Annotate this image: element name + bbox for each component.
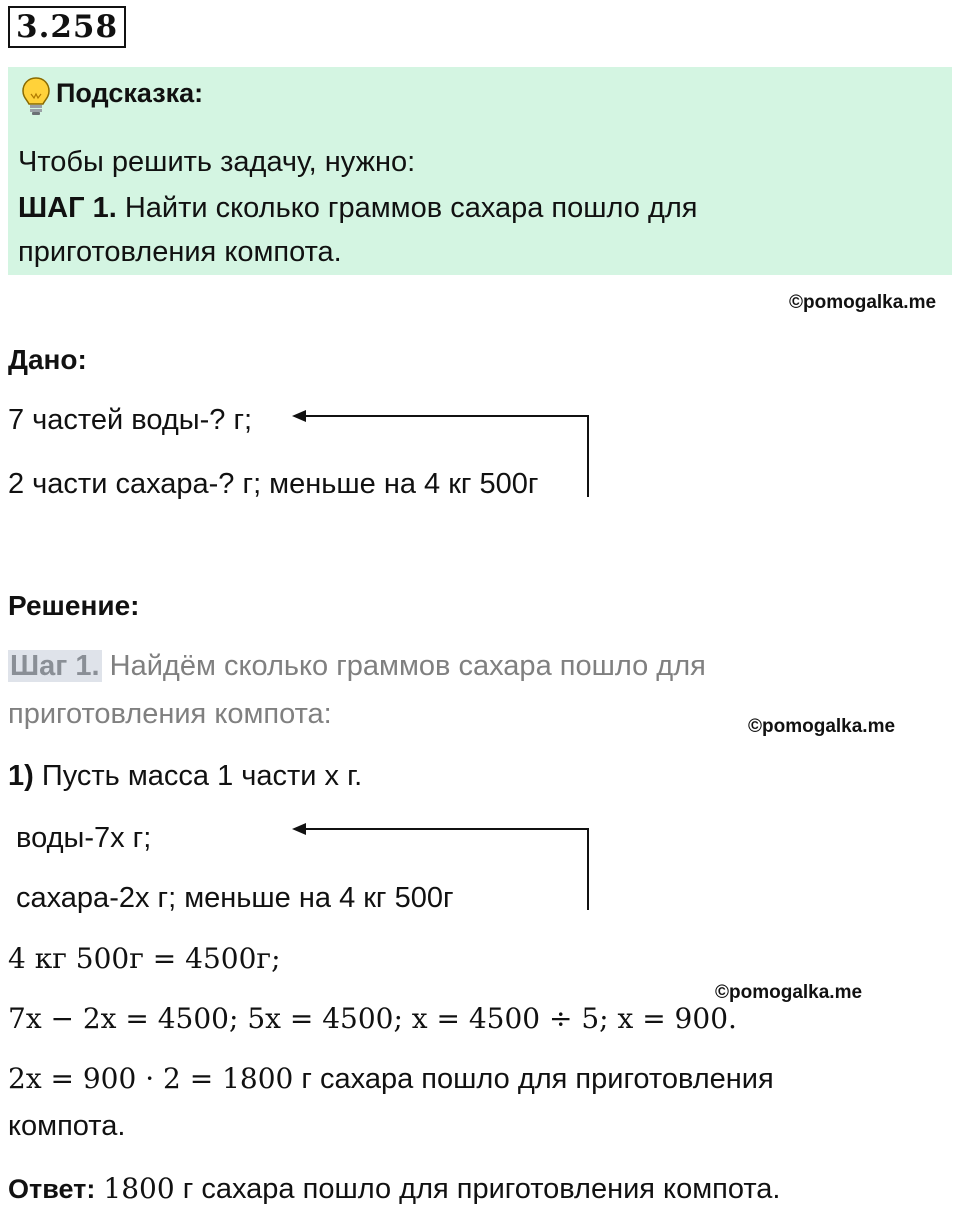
equation-3-text: г сахара пошло для приготовления — [301, 1063, 774, 1095]
answer-value: 1800 — [103, 1172, 175, 1205]
solution-item-label: 1) — [8, 760, 34, 792]
hint-step-text-2: приготовления компота. — [18, 236, 342, 268]
problem-number: 3.258 — [8, 6, 126, 48]
hint-title: Подсказка: — [56, 78, 204, 108]
solution-step-line — [8, 650, 706, 683]
equation-3 — [8, 1062, 774, 1096]
arrow-line-vertical — [587, 828, 589, 910]
watermark: ©pomogalka.me — [715, 982, 863, 1003]
hint-step-line — [18, 192, 698, 225]
hint-step-label: ШАГ 1. — [18, 192, 117, 224]
watermark: ©pomogalka.me — [748, 716, 896, 737]
answer-line — [8, 1172, 780, 1206]
lightbulb-icon — [20, 76, 52, 116]
solution-step-text-2: приготовления компота: — [8, 698, 332, 730]
answer-text: г сахара пошло для приготовления компота. — [182, 1173, 781, 1205]
equation-2: 7х − 2х = 4500; 5х = 4500; х = 4500 ÷ 5; х = 900. — [8, 1002, 737, 1035]
given-line-2: 2 части сахара-? г; меньше на 4 кг 500г — [8, 468, 539, 500]
answer-label: Ответ: — [8, 1174, 96, 1204]
solution-item-text: Пусть масса 1 части х г. — [41, 760, 363, 792]
solution-step-label: Шаг 1. — [10, 650, 100, 682]
given-line-1: 7 частей воды-? г; — [8, 404, 253, 436]
equation-1: 4 кг 500г = 4500г; — [8, 942, 281, 975]
solution-step-text: Найдём сколько граммов сахара пошло для — [109, 650, 706, 682]
hint-intro: Чтобы решить задачу, нужно: — [18, 146, 416, 178]
water-line: воды-7х г; — [16, 822, 152, 854]
arrow-line-horizontal — [304, 415, 588, 417]
arrow-line-vertical — [587, 415, 589, 497]
watermark: ©pomogalka.me — [789, 292, 937, 313]
arrow-line-horizontal — [304, 828, 588, 830]
solution-title: Решение: — [8, 590, 140, 621]
given-title: Дано: — [8, 344, 87, 375]
equation-3-math: 2х = 900 · 2 = 1800 — [8, 1062, 294, 1095]
sugar-line: сахара-2х г; меньше на 4 кг 500г — [16, 882, 454, 914]
hint-step-text: Найти сколько граммов сахара пошло для — [124, 192, 698, 224]
solution-item-1 — [8, 760, 362, 793]
equation-3-line-2: компота. — [8, 1110, 126, 1142]
